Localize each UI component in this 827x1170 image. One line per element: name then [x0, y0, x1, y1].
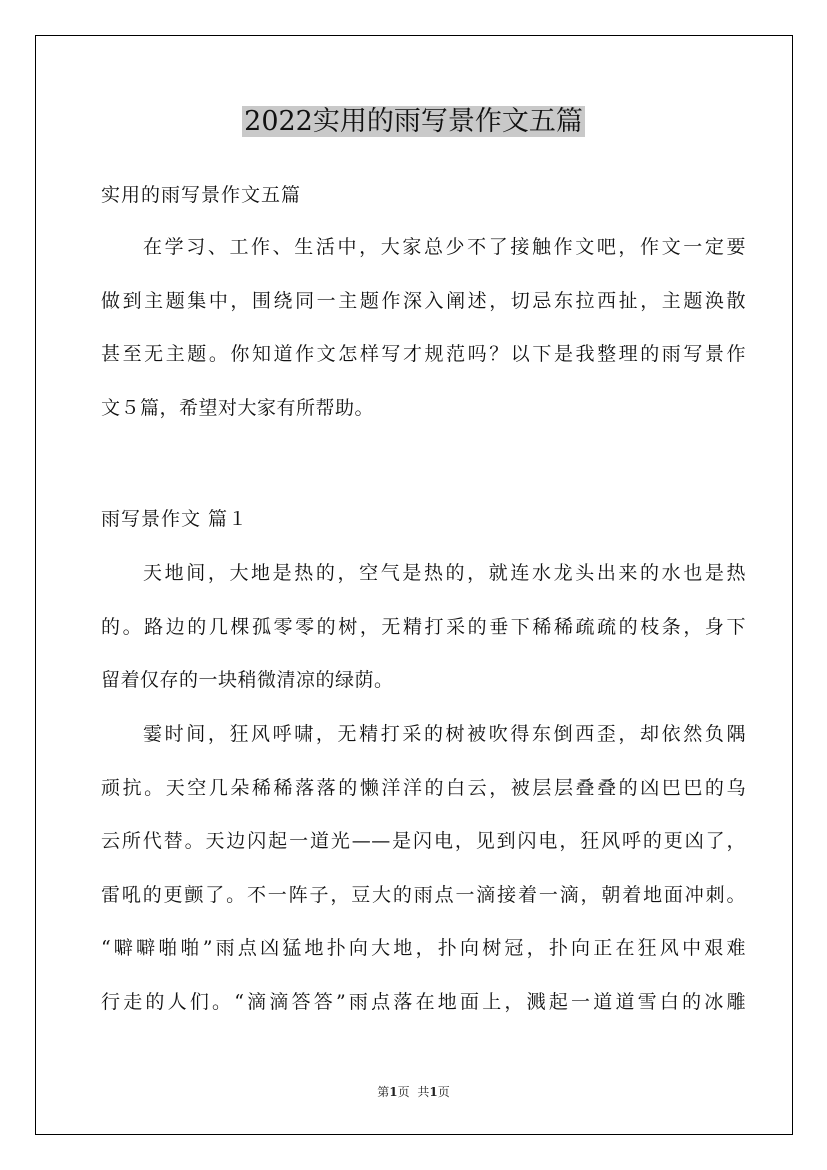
- intro-line: 在学习、工作、生活中，大家总少不了接触作文吧，作文一定要: [143, 236, 746, 258]
- document-subtitle: 实用的雨写景作文五篇: [101, 184, 302, 206]
- paragraph-line: 行走的人们。“滴滴答答”雨点落在地面上，溅起一道道雪白的冰雕: [101, 990, 746, 1013]
- paragraph-line: 云所代替。天边闪起一道光——是闪电，见到闪电，狂风呼的更凶了，: [101, 830, 746, 853]
- document-title: [0, 100, 827, 144]
- total-prefix: 共: [417, 1085, 430, 1099]
- total-pages: 1: [429, 1085, 438, 1099]
- paragraph-line: 留着仅存的一块稍微清凉的绿荫。: [101, 669, 394, 692]
- page-suffix: 页: [397, 1085, 410, 1099]
- intro-line: 甚至无主题。你知道作文怎样写才规范吗？以下是我整理的雨写景作: [101, 343, 746, 366]
- paragraph-line: 天地间，大地是热的，空气是热的，就连水龙头出来的水也是热: [143, 562, 746, 584]
- total-suffix: 页: [437, 1085, 450, 1099]
- paragraph-1: [101, 547, 746, 708]
- paragraph-line: “噼噼啪啪”雨点凶猛地扑向大地，扑向树冠，扑向正在狂风中艰难: [101, 937, 746, 960]
- intro-line: 文５篇，希望对大家有所帮助。: [101, 396, 375, 419]
- paragraph-line: 雷吼的更颤了。不一阵子，豆大的雨点一滴接着一滴，朝着地面冲刺。: [101, 883, 746, 906]
- page-footer: [0, 1083, 827, 1100]
- page-number: 1: [389, 1085, 398, 1099]
- paragraph-2: [101, 708, 746, 1030]
- section-heading: 雨写景作文 篇１: [101, 508, 249, 530]
- paragraph-line: 霎时间，狂风呼啸，无精打采的树被吹得东倒西歪，却依然负隅: [143, 723, 746, 745]
- title-text: 2022实用的雨写景作文五篇: [244, 106, 583, 137]
- intro-line: 做到主题集中，围绕同一主题作深入阐述，切忌东拉西扯，主题涣散: [101, 289, 746, 312]
- page-prefix: 第: [377, 1085, 390, 1099]
- intro-paragraph: [101, 221, 746, 435]
- paragraph-line: 顽抗。天空几朵稀稀落落的懒洋洋的白云，被层层叠叠的凶巴巴的乌: [101, 776, 746, 799]
- paragraph-line: 的。路边的几棵孤零零的树，无精打采的垂下稀稀疏疏的枝条，身下: [101, 615, 746, 638]
